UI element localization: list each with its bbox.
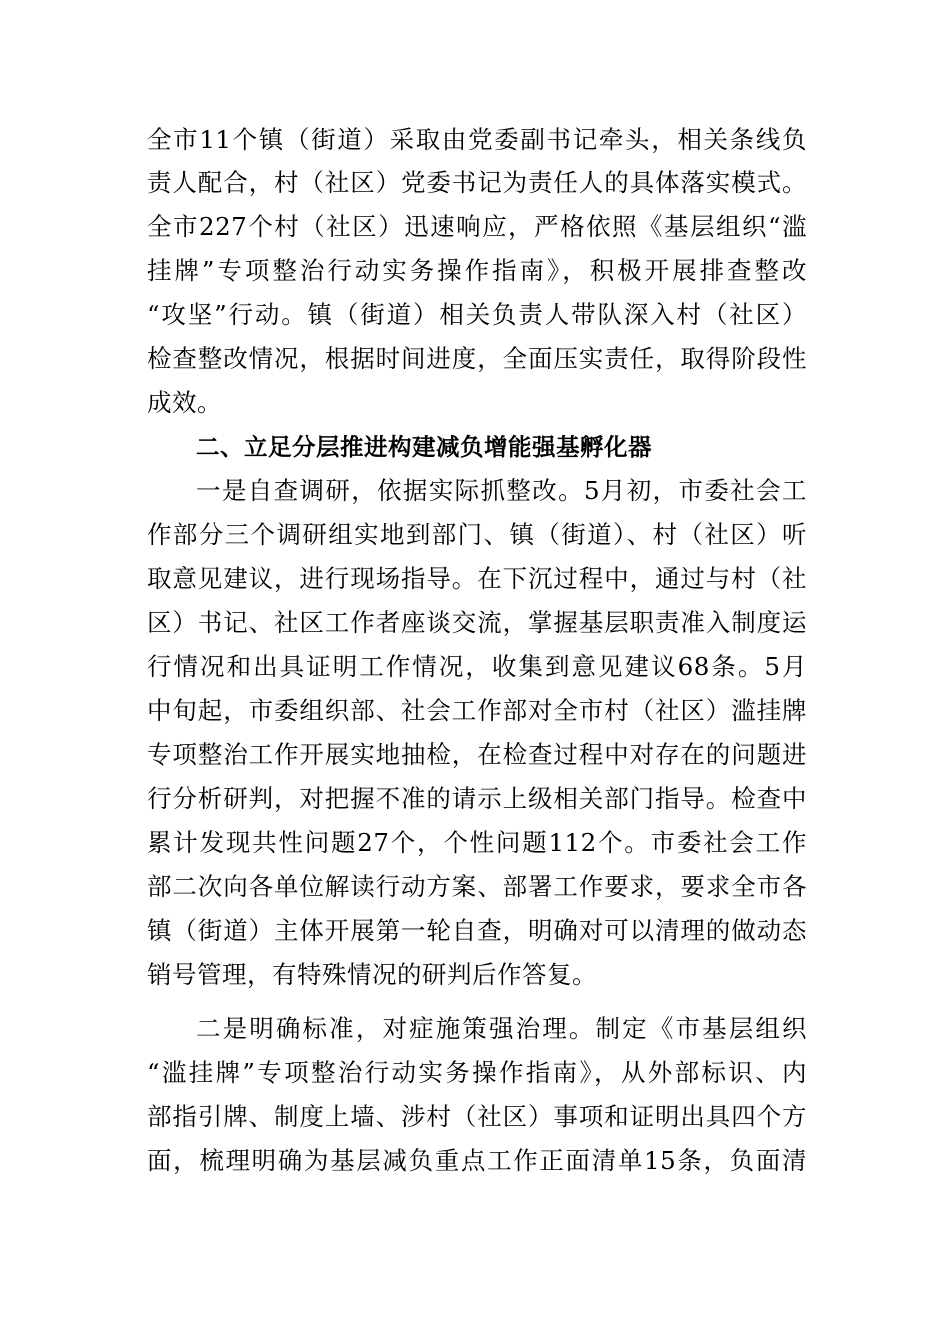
paragraph-1-line-6: 检查整改情况，根据时间进度，全面压实责任，取得阶段性 xyxy=(147,344,807,373)
paragraph-2-line-1: 一是自查调研，依据实际抓整改。5月初，市委社会工 xyxy=(196,476,807,505)
paragraph-3-line-3: 部指引牌、制度上墙、涉村（社区）事项和证明出具四个方 xyxy=(147,1102,807,1131)
paragraph-2-line-8: 行分析研判，对把握不准的请示上级相关部门指导。检查中 xyxy=(147,784,807,813)
paragraph-1-line-4: 挂牌”专项整治行动实务操作指南》，积极开展排查整改 xyxy=(147,256,807,285)
paragraph-2-line-10: 部二次向各单位解读行动方案、部署工作要求，要求全市各 xyxy=(147,872,807,901)
paragraph-2-line-3: 取意见建议，进行现场指导。在下沉过程中，通过与村（社 xyxy=(147,564,807,593)
paragraph-3-line-1: 二是明确标准，对症施策强治理。制定《市基层组织 xyxy=(196,1014,807,1043)
paragraph-2-line-7: 专项整治工作开展实地抽检，在检查过程中对存在的问题进 xyxy=(147,740,807,769)
paragraph-1-line-7: 成效。 xyxy=(147,388,222,417)
paragraph-1-line-2: 责人配合，村（社区）党委书记为责任人的具体落实模式。 xyxy=(147,168,807,197)
paragraph-2-line-12: 销号管理，有特殊情况的研判后作答复。 xyxy=(147,960,597,989)
paragraph-3-line-2: “滥挂牌”专项整治行动实务操作指南》，从外部标识、内 xyxy=(147,1058,807,1087)
paragraph-1-line-5: “攻坚”行动。镇（街道）相关负责人带队深入村（社区） xyxy=(147,300,807,329)
paragraph-2-line-5: 行情况和出具证明工作情况，收集到意见建议68条。5月 xyxy=(147,652,807,681)
paragraph-2-line-11: 镇（街道）主体开展第一轮自查，明确对可以清理的做动态 xyxy=(147,916,807,945)
paragraph-2-line-9: 累计发现共性问题27个，个性问题112个。市委社会工作 xyxy=(147,828,807,857)
paragraph-1-line-1: 全市11个镇（街道）采取由党委副书记牵头，相关条线负 xyxy=(147,125,807,154)
paragraph-1-line-3: 全市227个村（社区）迅速响应，严格依照《基层组织“滥 xyxy=(147,212,807,241)
paragraph-2-line-6: 中旬起，市委组织部、社会工作部对全市村（社区）滥挂牌 xyxy=(147,696,807,725)
section-2-heading: 二、立足分层推进构建减负增能强基孵化器 xyxy=(196,433,652,461)
paragraph-3-line-4: 面，梳理明确为基层减负重点工作正面清单15条，负面清 xyxy=(147,1146,807,1175)
paragraph-2-line-2: 作部分三个调研组实地到部门、镇（街道）、村（社区）听 xyxy=(147,520,807,549)
paragraph-2-line-4: 区）书记、社区工作者座谈交流，掌握基层职责准入制度运 xyxy=(147,608,807,637)
